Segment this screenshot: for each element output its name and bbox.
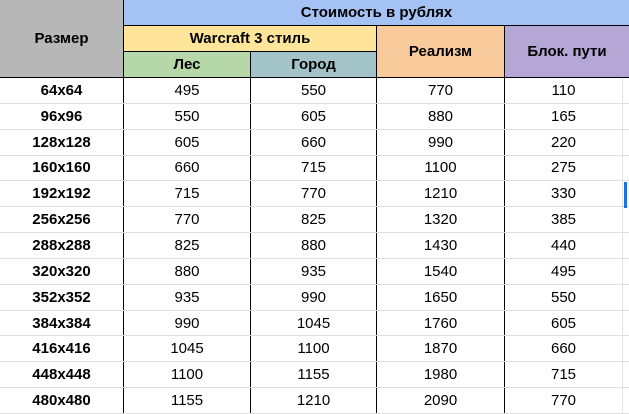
realism-cell[interactable]: 1430 bbox=[377, 233, 505, 258]
header-realism-label: Реализм bbox=[408, 43, 473, 60]
city-cell[interactable]: 1210 bbox=[251, 388, 377, 413]
header-cell-warcraft-group[interactable] bbox=[124, 26, 377, 52]
size-cell[interactable]: 256x256 bbox=[0, 207, 124, 232]
realism-cell[interactable]: 2090 bbox=[377, 388, 505, 413]
filler-cell bbox=[623, 362, 629, 387]
header-cell-cost-group[interactable] bbox=[124, 0, 629, 26]
block-cell[interactable]: 330 bbox=[505, 181, 623, 206]
table-row bbox=[0, 259, 629, 285]
table-row bbox=[0, 104, 629, 130]
table-row bbox=[0, 311, 629, 337]
realism-cell[interactable]: 770 bbox=[377, 78, 505, 103]
realism-cell[interactable]: 880 bbox=[377, 104, 505, 129]
block-cell[interactable]: 440 bbox=[505, 233, 623, 258]
city-cell[interactable]: 550 bbox=[251, 78, 377, 103]
filler-cell bbox=[623, 233, 629, 258]
block-cell[interactable]: 220 bbox=[505, 130, 623, 155]
table-row bbox=[0, 362, 629, 388]
size-cell[interactable]: 288x288 bbox=[0, 233, 124, 258]
city-cell[interactable]: 770 bbox=[251, 181, 377, 206]
city-cell[interactable]: 990 bbox=[251, 285, 377, 310]
header-size-label: Размер bbox=[34, 30, 89, 47]
table-row bbox=[0, 156, 629, 182]
realism-cell[interactable]: 1540 bbox=[377, 259, 505, 284]
forest-cell[interactable]: 1100 bbox=[124, 362, 251, 387]
header-forest-label: Лес bbox=[173, 56, 201, 73]
city-cell[interactable]: 660 bbox=[251, 130, 377, 155]
header-cost-label: Стоимость в рублях bbox=[300, 4, 453, 21]
block-cell[interactable]: 275 bbox=[505, 156, 623, 181]
forest-cell[interactable]: 1155 bbox=[124, 388, 251, 413]
table-row bbox=[0, 207, 629, 233]
table-row bbox=[0, 336, 629, 362]
realism-cell[interactable]: 1980 bbox=[377, 362, 505, 387]
filler-cell bbox=[623, 311, 629, 336]
filler-cell bbox=[623, 78, 629, 103]
filler-cell bbox=[623, 207, 629, 232]
header-city-label: Город bbox=[291, 56, 336, 73]
forest-cell[interactable]: 990 bbox=[124, 311, 251, 336]
size-cell[interactable]: 384x384 bbox=[0, 311, 124, 336]
forest-cell[interactable]: 605 bbox=[124, 130, 251, 155]
table-row bbox=[0, 78, 629, 104]
table-row bbox=[0, 130, 629, 156]
size-cell[interactable]: 352x352 bbox=[0, 285, 124, 310]
selected-cell-border bbox=[624, 182, 627, 208]
filler-cell bbox=[623, 336, 629, 361]
forest-cell[interactable]: 715 bbox=[124, 181, 251, 206]
city-cell[interactable]: 935 bbox=[251, 259, 377, 284]
header-block-path-label: Блок. пути bbox=[527, 43, 607, 60]
filler-cell bbox=[623, 388, 629, 413]
filler-cell bbox=[623, 130, 629, 155]
block-cell[interactable]: 715 bbox=[505, 362, 623, 387]
filler-cell bbox=[623, 156, 629, 181]
block-cell[interactable]: 550 bbox=[505, 285, 623, 310]
header-cell-realism[interactable] bbox=[377, 26, 505, 78]
forest-cell[interactable]: 495 bbox=[124, 78, 251, 103]
block-cell[interactable]: 385 bbox=[505, 207, 623, 232]
realism-cell[interactable]: 1650 bbox=[377, 285, 505, 310]
size-cell[interactable]: 192x192 bbox=[0, 181, 124, 206]
city-cell[interactable]: 1100 bbox=[251, 336, 377, 361]
table-row bbox=[0, 388, 629, 414]
forest-cell[interactable]: 550 bbox=[124, 104, 251, 129]
forest-cell[interactable]: 660 bbox=[124, 156, 251, 181]
size-cell[interactable]: 160x160 bbox=[0, 156, 124, 181]
block-cell[interactable]: 660 bbox=[505, 336, 623, 361]
header-cell-city[interactable] bbox=[251, 52, 377, 78]
forest-cell[interactable]: 825 bbox=[124, 233, 251, 258]
size-cell[interactable]: 128x128 bbox=[0, 130, 124, 155]
size-cell[interactable]: 416x416 bbox=[0, 336, 124, 361]
filler-cell bbox=[623, 104, 629, 129]
size-cell[interactable]: 320x320 bbox=[0, 259, 124, 284]
data-rows bbox=[0, 78, 629, 414]
realism-cell[interactable]: 1210 bbox=[377, 181, 505, 206]
filler-cell bbox=[623, 285, 629, 310]
city-cell[interactable]: 880 bbox=[251, 233, 377, 258]
table-row bbox=[0, 233, 629, 259]
size-cell[interactable]: 448x448 bbox=[0, 362, 124, 387]
block-cell[interactable]: 110 bbox=[505, 78, 623, 103]
size-cell[interactable]: 96x96 bbox=[0, 104, 124, 129]
city-cell[interactable]: 1045 bbox=[251, 311, 377, 336]
forest-cell[interactable]: 880 bbox=[124, 259, 251, 284]
realism-cell[interactable]: 1320 bbox=[377, 207, 505, 232]
realism-cell[interactable]: 990 bbox=[377, 130, 505, 155]
forest-cell[interactable]: 935 bbox=[124, 285, 251, 310]
size-cell[interactable]: 64x64 bbox=[0, 78, 124, 103]
realism-cell[interactable]: 1870 bbox=[377, 336, 505, 361]
header-cell-size[interactable] bbox=[0, 0, 124, 78]
realism-cell[interactable]: 1760 bbox=[377, 311, 505, 336]
forest-cell[interactable]: 770 bbox=[124, 207, 251, 232]
header-warcraft-label: Warcraft 3 стиль bbox=[189, 30, 311, 47]
block-cell[interactable]: 495 bbox=[505, 259, 623, 284]
header-cell-forest[interactable] bbox=[124, 52, 251, 78]
block-cell[interactable]: 605 bbox=[505, 311, 623, 336]
block-cell[interactable]: 770 bbox=[505, 388, 623, 413]
header-cell-block-path[interactable] bbox=[505, 26, 629, 78]
table-row bbox=[0, 181, 629, 207]
forest-cell[interactable]: 1045 bbox=[124, 336, 251, 361]
table-row bbox=[0, 285, 629, 311]
size-cell[interactable]: 480x480 bbox=[0, 388, 124, 413]
city-cell[interactable]: 605 bbox=[251, 104, 377, 129]
city-cell[interactable]: 825 bbox=[251, 207, 377, 232]
city-cell[interactable]: 715 bbox=[251, 156, 377, 181]
realism-cell[interactable]: 1100 bbox=[377, 156, 505, 181]
block-cell[interactable]: 165 bbox=[505, 104, 623, 129]
filler-cell bbox=[623, 259, 629, 284]
city-cell[interactable]: 1155 bbox=[251, 362, 377, 387]
